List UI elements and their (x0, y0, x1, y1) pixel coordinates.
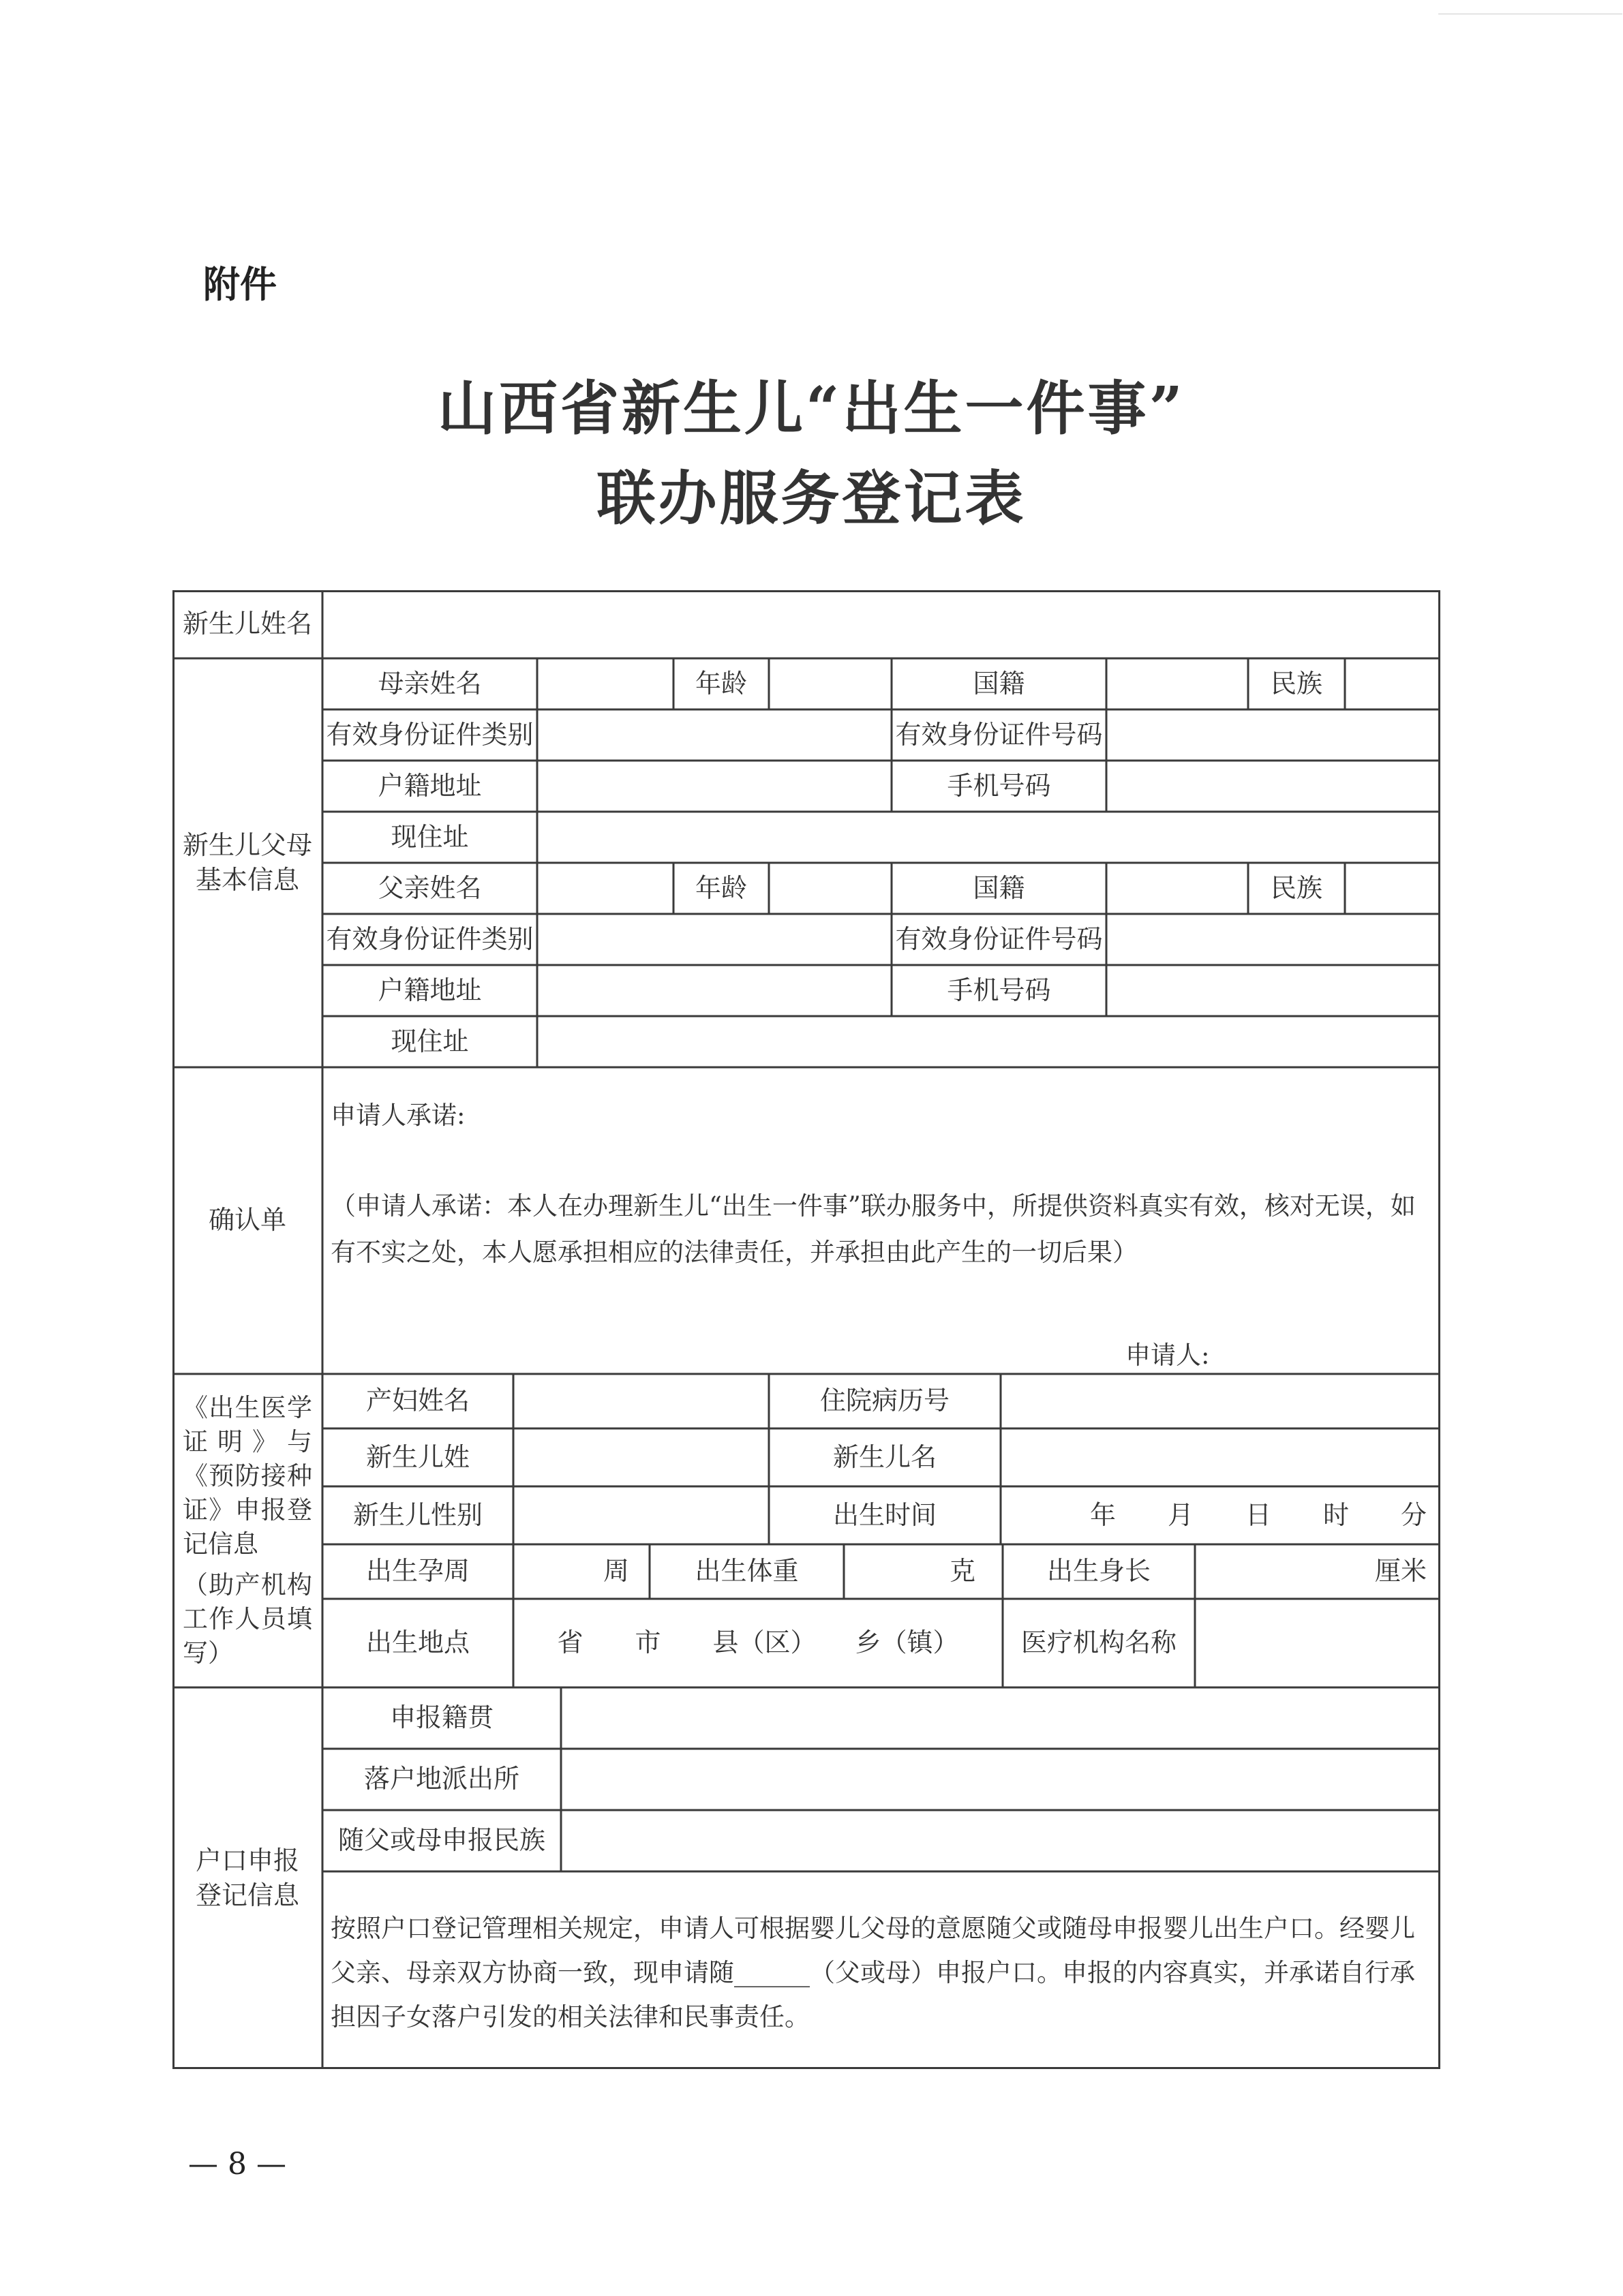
father-name-field[interactable] (537, 863, 673, 914)
applicant-signature-label: 申请人: (1125, 1341, 1210, 1370)
mother-ethnicity-field[interactable] (1345, 658, 1440, 709)
father-id-number-label: 有效身份证件号码 (895, 923, 1103, 954)
ethnicity-follow-label: 随父或母申报民族 (337, 1825, 545, 1856)
father-nationality-label: 国籍 (973, 872, 1025, 903)
father-phone-field[interactable] (1106, 965, 1440, 1016)
mother-phone-label: 手机号码 (947, 770, 1051, 801)
father-age-label: 年龄 (695, 872, 747, 903)
confirm-section-label: 确认单 (208, 1205, 286, 1236)
applicant-promise-heading: 申请人承诺: (331, 1101, 466, 1130)
native-place-field[interactable] (561, 1687, 1440, 1749)
father-current-address-field[interactable] (537, 1016, 1440, 1067)
form-title-line2: 联办服务登记表 (596, 464, 1027, 533)
birth-place-label: 出生地点 (365, 1627, 470, 1658)
father-household-address-label: 户籍地址 (378, 975, 482, 1005)
medical-section-label-block (172, 1374, 322, 1687)
applicant-promise-text: （申请人承诺：本人在办理新生儿“出生一件事”联办服务中，所提供资料真实有效，核对无误，如有不实之处，本人愿承担相应的法律责任，并承担由此产生的一切后果） (331, 1191, 1416, 1268)
institution-name-label: 医疗机构名称 (1020, 1627, 1177, 1658)
newborn-surname-field[interactable] (513, 1428, 769, 1486)
birth-weight-field[interactable]: 克 (949, 1556, 975, 1587)
mother-household-address-label: 户籍地址 (378, 770, 482, 801)
parents-section-label: 新生儿父母 基本信息 (182, 829, 312, 895)
father-name-label: 父亲姓名 (378, 872, 482, 903)
mother-nationality-label: 国籍 (973, 668, 1025, 699)
birth-weight-label: 出生体重 (695, 1556, 799, 1587)
father-nationality-field[interactable] (1106, 863, 1248, 914)
newborn-gender-field[interactable] (513, 1486, 769, 1544)
page-number: — 8 — (188, 2147, 286, 2182)
hukou-statement: 按照户口登记管理相关规定，申请人可根据婴儿父母的意愿随父或随母申报婴儿出生户口。经婴儿父亲、母亲双方协商一致，现申请随______（父或母）申报户口。申报的内容真实，并承诺自行承担因子女落户引发的相关法律和民事责任。 (331, 1914, 1415, 2032)
gestation-label: 出生孕周 (365, 1556, 470, 1587)
birth-time-label: 出生时间 (832, 1499, 937, 1530)
birth-length-label: 出生身长 (1046, 1556, 1151, 1587)
mother-nationality-field[interactable] (1106, 658, 1248, 709)
mother-id-type-field[interactable] (537, 709, 892, 761)
mother-current-address-label: 现住址 (391, 821, 469, 852)
mother-name-label: 母亲姓名 (378, 668, 482, 699)
medical-section-label: 《出生医学证明》与《预防接种证》申报登记信息 (183, 1393, 312, 1559)
father-household-address-field[interactable] (537, 965, 892, 1016)
police-station-label: 落户地派出所 (363, 1764, 519, 1794)
birth-time-field[interactable]: 年 月 日 时 分 (1089, 1499, 1427, 1530)
newborn-surname-label: 新生儿姓 (365, 1441, 470, 1472)
mother-ethnicity-label: 民族 (1270, 668, 1322, 699)
newborn-name-label: 新生儿姓名 (182, 609, 312, 639)
father-id-type-label: 有效身份证件类别 (326, 923, 534, 954)
newborn-gender-label: 新生儿性别 (352, 1499, 483, 1530)
newborn-name-field[interactable] (322, 590, 1440, 658)
father-ethnicity-field[interactable] (1345, 863, 1440, 914)
medical-section-note: （助产机构工作人员填写） (183, 1570, 312, 1668)
hospital-record-field[interactable] (1001, 1374, 1440, 1428)
mother-phone-field[interactable] (1106, 761, 1440, 812)
newborn-given-name-label: 新生儿名 (832, 1441, 937, 1472)
mother-name-field[interactable] (537, 658, 673, 709)
father-phone-label: 手机号码 (947, 975, 1051, 1005)
mother-id-number-field[interactable] (1106, 709, 1440, 761)
newborn-given-name-field[interactable] (1001, 1428, 1440, 1486)
mother-age-label: 年龄 (695, 668, 747, 699)
applicant-signature-field[interactable] (1236, 1330, 1427, 1367)
father-age-field[interactable] (769, 863, 892, 914)
father-id-number-field[interactable] (1106, 914, 1440, 965)
father-ethnicity-label: 民族 (1270, 872, 1322, 903)
mother-patient-name-field[interactable] (513, 1374, 769, 1428)
form-title-line1: 山西省新生儿“出生一件事” (438, 374, 1185, 443)
birth-length-field[interactable]: 厘米 (1374, 1556, 1427, 1587)
ethnicity-follow-field[interactable] (561, 1810, 1440, 1871)
father-current-address-label: 现住址 (391, 1026, 469, 1056)
hospital-record-label: 住院病历号 (819, 1386, 950, 1416)
mother-household-address-field[interactable] (537, 761, 892, 812)
father-id-type-field[interactable] (537, 914, 892, 965)
native-place-label: 申报籍贯 (389, 1702, 494, 1733)
registration-form (172, 590, 1440, 2069)
attachment-label: 附件 (203, 263, 277, 306)
hukou-section-label: 户口申报 登记信息 (195, 1845, 299, 1910)
birth-place-field[interactable]: 省 市 县（区） 乡（镇） (557, 1627, 959, 1658)
mother-age-field[interactable] (769, 658, 892, 709)
mother-patient-name-label: 产妇姓名 (365, 1386, 470, 1416)
institution-name-field[interactable] (1195, 1599, 1440, 1687)
gestation-field[interactable]: 周 (603, 1556, 629, 1587)
mother-id-type-label: 有效身份证件类别 (326, 719, 534, 750)
mother-current-address-field[interactable] (537, 812, 1440, 863)
mother-id-number-label: 有效身份证件号码 (895, 719, 1103, 750)
police-station-field[interactable] (561, 1749, 1440, 1810)
